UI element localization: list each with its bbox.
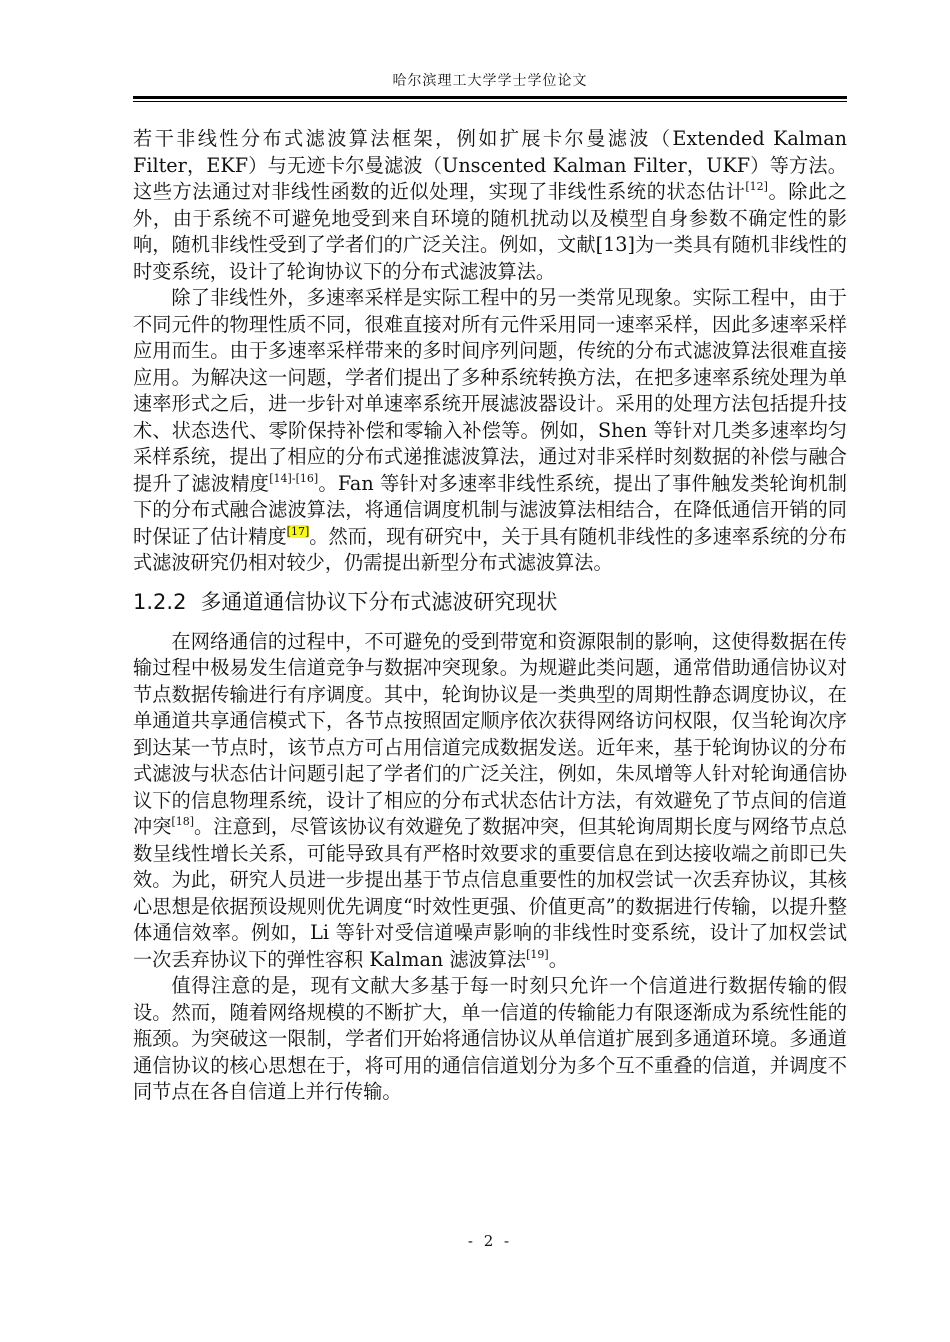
paragraph-3-text-c: 。 xyxy=(548,947,568,971)
body-text xyxy=(133,126,847,1106)
paragraph-3-text-b: 。注意到，尽管该协议有效避免了数据冲突，但其轮询周期长度与网络节点总数呈线性增长关系，可能导致具有严格时效要求的重要信息在到达接收端之前即已失效。为此，研究人员进一步提出基于节点信息重要性的加权尝试一次丢弃协议，其核心思想是依据预设规则优先调度“时效性更强、价值更高”的数据进行传输，以提升整体通信效率。例如，Li 等针对受信道噪声影响的非线性时变系统，设计了加权尝试一次丢弃协议下的弹性容积 Kalman 滤波算法 xyxy=(133,815,848,971)
paragraph-3-text-a: 在网络通信的过程中，不可避免的受到带宽和资源限制的影响，这使得数据在传输过程中极易发生信道竞争与数据冲突现象。为规避此类问题，通常借助通信协议对节点数据传输进行有序调度。其中，轮询协议是一类典型的周期性静态调度协议，在单通道共享通信模式下，各节点按照固定顺序依次获得网络访问权限，仅当轮询次序到达某一节点时，该节点方可占用信道完成数据发送。近年来，基于轮询协议的分布式滤波与状态估计问题引起了学者们的广泛关注，例如，朱凤增等人针对轮询通信协议下的信息物理系统，设计了相应的分布式状态估计方法，有效避免了节点间的信道冲突 xyxy=(133,629,847,838)
section-title: 多通道通信协议下分布式滤波研究现状 xyxy=(200,589,558,614)
page-header: 哈尔滨理工大学学士学位论文 xyxy=(392,73,588,89)
paragraph-2 xyxy=(133,285,847,577)
citation-19: [19] xyxy=(526,947,549,961)
page-number: - 2 - xyxy=(467,1232,513,1250)
paragraph-3 xyxy=(133,629,847,974)
section-number: 1.2.2 xyxy=(133,589,187,614)
paragraph-4-text: 值得注意的是，现有文献大多基于每一时刻只允许一个信道进行数据传输的假设。然而，随着网络规模的不断扩大，单一信道的传输能力有限逐渐成为系统性能的瓶颈。为突破这一限制，学者们开始将通信协议从单信道扩展到多通道环境。多通道通信协议的核心思想在于，将可用的通信信道划分为多个互不重叠的信道，并调度不同节点在各自信道上并行传输。 xyxy=(133,974,847,1103)
paragraph-4 xyxy=(133,973,847,1106)
paragraph-2-text-a: 除了非线性外，多速率采样是实际工程中的另一类常见现象。实际工程中，由于不同元件的物理性质不同，很难直接对所有元件采用同一速率采样，因此多速率采样应用而生。由于多速率采样带来的多时间序列问题，传统的分布式滤波算法很难直接应用。为解决这一问题，学者们提出了多种系统转换方法，在把多速率系统处理为单速率形式之后，进一步针对单速率系统开展滤波器设计。采用的处理方法包括提升技术、状态迭代、零阶保持补偿和零输入补偿等。例如，Shen 等针对几类多速率均匀采样系统，提出了相应的分布式递推滤波算法，通过对非采样时刻数据的补偿与融合提升了滤波精度 xyxy=(133,286,847,495)
paragraph-1-text-b: 。除此之外，由于系统不可避免地受到来自环境的随机扰动以及模型自身参数不确定性的影响，随机非线性受到了学者们的广泛关注。例如，文献[13]为一类具有随机非线性的时变系统，设计了轮询协议下的分布式滤波算法。 xyxy=(133,180,848,283)
paragraph-2-text-b: 。Fan 等针对多速率非线性系统，提出了事件触发类轮询机制下的分布式融合滤波算法，将通信调度机制与滤波算法相结合，在降低通信开销的同时保证了估计精度 xyxy=(133,471,847,548)
paragraph-2-text-c: 。然而，现有研究中，关于具有随机非线性的多速率系统的分布式滤波研究仍相对较少，仍需提出新型分布式滤波算法。 xyxy=(133,524,848,574)
citation-17-highlighted: [17] xyxy=(286,524,310,538)
citation-18: [18] xyxy=(171,815,195,828)
citation-14-16: [14]-[16] xyxy=(269,471,319,485)
paragraph-1-text-a: 若干非线性分布式滤波算法框架，例如扩展卡尔曼滤波（Extended Kalman Filter，EKF）与无迹卡尔曼滤波（Unscented Kalman Filter，UKF）等方法。这些方法通过对非线性函数的近似处理，实现了非线性系统的状态估计 xyxy=(133,127,847,203)
paragraph-1 xyxy=(133,126,847,285)
header-rule xyxy=(133,96,847,102)
section-heading xyxy=(133,587,847,617)
citation-12: [12] xyxy=(745,180,768,193)
